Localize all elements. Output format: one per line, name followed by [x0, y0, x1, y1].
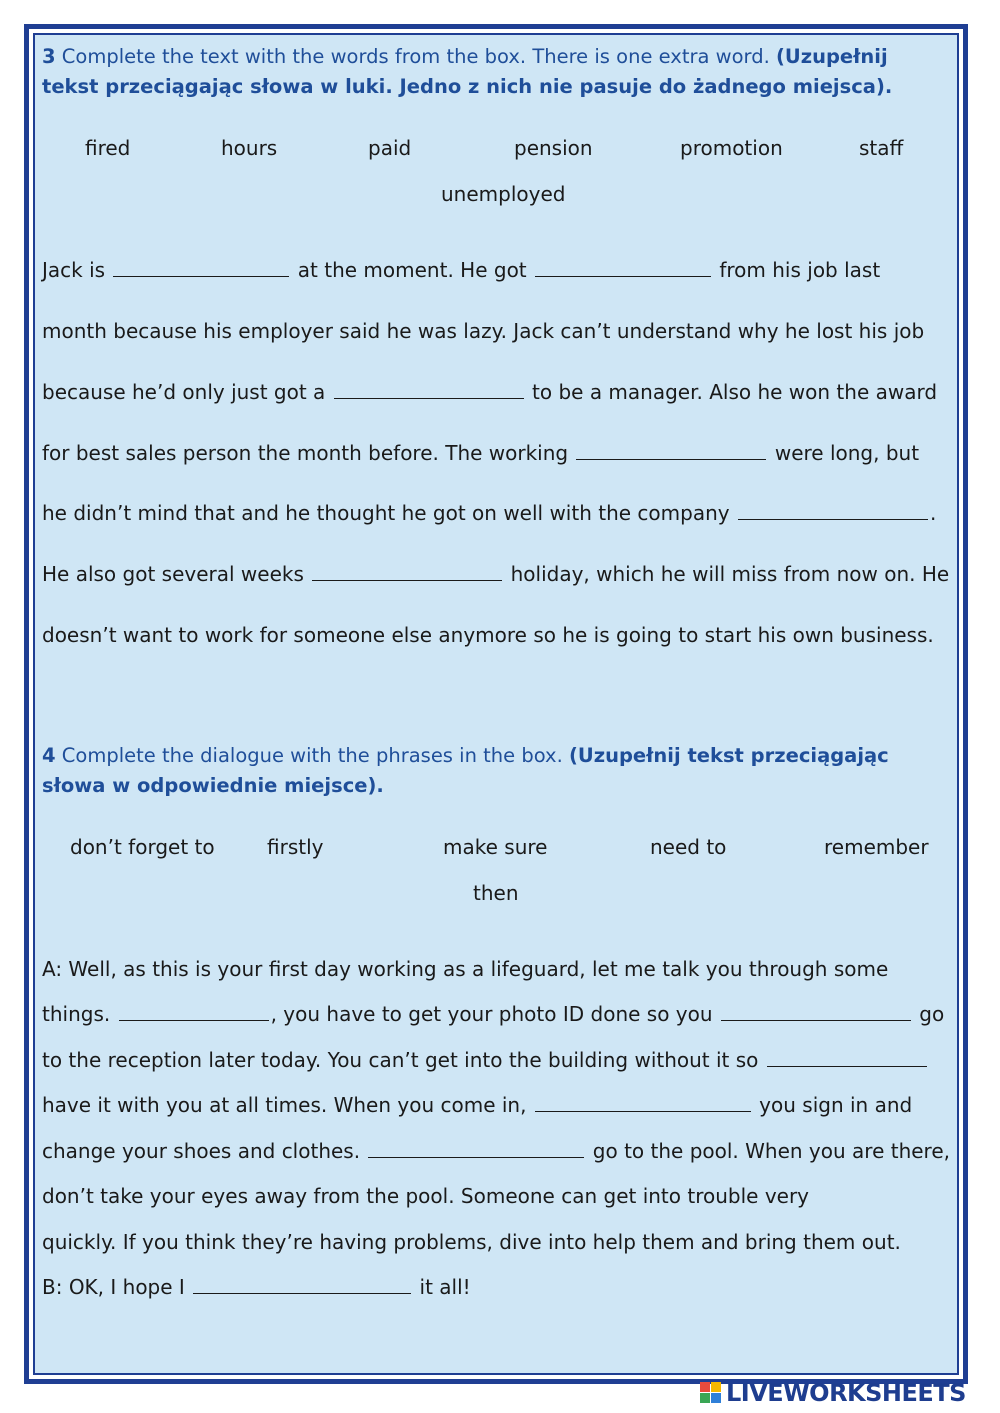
text-segment: He also got several weeks	[42, 562, 311, 586]
ex3-line	[42, 501, 936, 525]
text-segment: for best sales person the month before. The working	[42, 441, 575, 465]
word-chip[interactable]: fired	[85, 136, 131, 160]
text-segment: to be a manager. Also he won the award	[525, 380, 938, 404]
text-segment: from his job last	[713, 258, 881, 282]
ex3-line	[42, 258, 880, 282]
phrase-chip[interactable]: firstly	[267, 835, 324, 859]
text-segment: he didn’t mind that and he thought he got on well with the company	[42, 501, 736, 525]
phrase-chip[interactable]: make sure	[443, 835, 548, 859]
gap-drop-target[interactable]	[738, 501, 928, 520]
word-chip[interactable]: staff	[859, 136, 904, 160]
ex3-instruction-en: Complete the text with the words from the box. There is one extra word.	[61, 45, 770, 68]
phrase-chip[interactable]: don’t forget to	[70, 835, 215, 859]
gap-drop-target[interactable]	[535, 1093, 751, 1112]
gap-drop-target[interactable]	[576, 441, 766, 460]
word-chip[interactable]: promotion	[680, 136, 783, 160]
text-segment: things.	[42, 1002, 117, 1026]
text-segment: were long, but	[768, 441, 920, 465]
gap-drop-target[interactable]	[767, 1048, 927, 1067]
ex4-line	[42, 1002, 944, 1026]
gap-drop-target[interactable]	[368, 1139, 584, 1158]
ex4-line	[42, 957, 888, 981]
text-segment: you sign in and	[752, 1093, 913, 1117]
text-segment: to the reception later today. You can’t get into the building without it so	[42, 1048, 765, 1072]
text-segment: doesn’t want to work for someone else anymore so he is going to start his own business.	[42, 623, 934, 647]
gap-drop-target[interactable]	[334, 380, 524, 399]
text-segment: Jack is	[42, 258, 112, 282]
ex3-line	[42, 380, 937, 404]
text-segment: don’t take your eyes away from the pool. Someone can get into trouble very	[42, 1184, 810, 1208]
text-segment: go	[912, 1002, 945, 1026]
logo-text: LIVEWORKSHEETS	[726, 1379, 966, 1407]
ex4-instruction-pl: (Uzupełnij tekst przeciągając słowa w odpowiednie miejsce).	[42, 744, 889, 797]
phrase-chip[interactable]: remember	[824, 835, 929, 859]
gap-drop-target[interactable]	[721, 1002, 911, 1021]
word-chip[interactable]: unemployed	[441, 182, 566, 206]
phrase-chip[interactable]: then	[473, 881, 519, 905]
ex3-number: 3	[42, 45, 56, 68]
word-chip[interactable]: paid	[368, 136, 412, 160]
ex4-line	[42, 1093, 912, 1117]
gap-drop-target[interactable]	[193, 1275, 411, 1294]
text-segment: , you have to get your photo ID done so you	[270, 1002, 719, 1026]
ex3-instruction	[42, 42, 942, 102]
text-segment: month because his employer said he was lazy. Jack can’t understand why he lost his job	[42, 319, 925, 343]
gap-drop-target[interactable]	[113, 258, 289, 277]
text-segment: holiday, which he will miss from now on. He	[504, 562, 950, 586]
gap-drop-target[interactable]	[312, 562, 502, 581]
ex4-line	[42, 1275, 471, 1299]
ex4-number: 4	[42, 744, 56, 767]
ex3-line	[42, 319, 924, 343]
gap-drop-target[interactable]	[119, 1002, 269, 1021]
logo-mark-icon	[700, 1382, 722, 1404]
text-segment: because he’d only just got a	[42, 380, 332, 404]
text-segment: at the moment. He got	[291, 258, 533, 282]
text-segment: it all!	[413, 1275, 471, 1299]
text-segment: change your shoes and clothes.	[42, 1139, 367, 1163]
ex3-instruction-pl: (Uzupełnij tekst przeciągając słowa w luki. Jedno z nich nie pasuje do żadnego miejsca).	[42, 45, 893, 98]
ex3-line	[42, 623, 934, 647]
text-segment: quickly. If you think they’re having problems, dive into help them and bring them out.	[42, 1230, 901, 1254]
ex4-line	[42, 1139, 950, 1163]
ex3-line	[42, 562, 949, 586]
ex4-line	[42, 1048, 929, 1072]
ex3-line	[42, 441, 919, 465]
ex4-instruction-en: Complete the dialogue with the phrases in the box.	[61, 744, 563, 767]
ex4-line	[42, 1184, 809, 1208]
text-segment: have it with you at all times. When you come in,	[42, 1093, 533, 1117]
ex4-instruction	[42, 741, 942, 801]
text-segment: .	[929, 501, 937, 525]
worksheet-panel	[33, 33, 959, 1375]
ex4-line	[42, 1230, 901, 1254]
text-segment: go to the pool. When you are there,	[586, 1139, 951, 1163]
word-chip[interactable]: hours	[221, 136, 278, 160]
word-chip[interactable]: pension	[514, 136, 593, 160]
text-segment: A: Well, as this is your first day working as a lifeguard, let me talk you through some	[42, 957, 889, 981]
text-segment: B: OK, I hope I	[42, 1275, 192, 1299]
liveworksheets-logo	[700, 1378, 966, 1408]
gap-drop-target[interactable]	[535, 258, 711, 277]
phrase-chip[interactable]: need to	[650, 835, 727, 859]
